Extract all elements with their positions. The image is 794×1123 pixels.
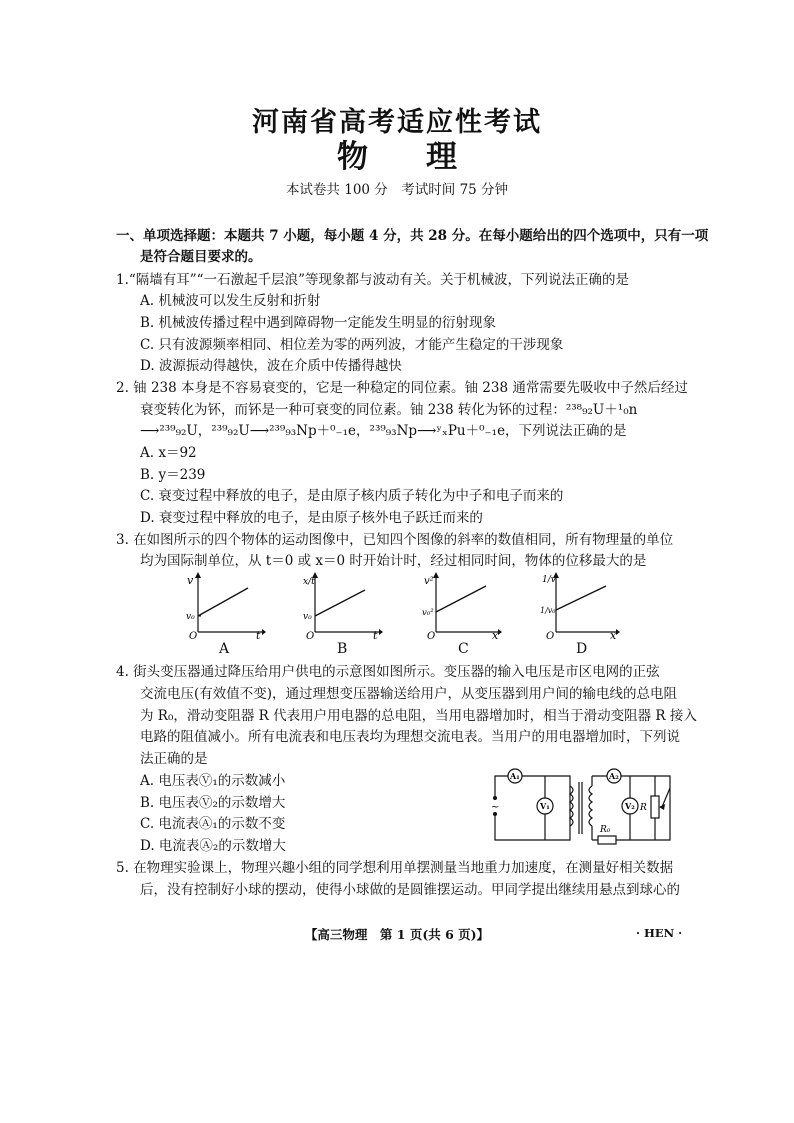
graph-c-ylabel: v² [424, 576, 434, 587]
q4-stem-3: 为 R₀，滑动变阻器 R 代表用户用电器的总电阻，当用电器增加时，相当于滑动变阻器 R 接入 [140, 708, 697, 724]
graph-b-xlabel: t [373, 629, 378, 640]
q4-stem-4: 电路的阻值减小。所有电流表和电压表均为理想交流电表。当用户的用电器增加时，下列说 [140, 729, 680, 745]
q3-stem-1: 3. 在如图所示的四个物体的运动图像中，已知四个图像的斜率的数值相同，所有物理量的单位 [116, 532, 674, 548]
graph-b-intercept: v₀ [303, 612, 312, 622]
q5-stem-2: 后，没有控制好小球的摆动，使得小球做的是圆锥摆运动。甲同学提出继续用悬点到球心的 [140, 882, 680, 898]
q4-stem-5: 法正确的是 [140, 751, 208, 767]
page-footer: 【高三物理 第 1 页(共 6 页)】 [304, 927, 490, 942]
q1-option-b: B. 机械波传播过程中遇到障碍物一定能发生明显的衍射现象 [140, 315, 497, 331]
graph-c-intercept: v₀² [422, 608, 434, 618]
q2-option-b: B. y＝239 [140, 467, 206, 483]
source-symbol: ~ [491, 802, 500, 813]
graph-b-caption: B [337, 641, 348, 657]
q1-stem: 1.“隔墙有耳”“一石激起千层浪”等现象都与波动有关。关于机械波，下列说法正确的是 [116, 272, 629, 288]
q4-option-a: A. 电压表Ⓥ₁的示数减小 [140, 773, 286, 789]
q4-option-b: B. 电压表Ⓥ₂的示数增大 [140, 795, 286, 811]
q4-stem-1: 4. 街头变压器通过降压给用户供电的示意图如图所示。变压器的输入电压是市区电网的正弦 [116, 664, 660, 680]
graph-d [540, 570, 620, 640]
q2-stem-1: 2. 铀 238 本身是不容易衰变的，它是一种稳定的同位素。铀 238 通常需要先吸收中子然后经过 [116, 380, 688, 396]
graph-d-origin: O [546, 631, 555, 640]
graph-d-intercept: 1/v₀ [540, 606, 556, 615]
graph-a-xlabel: t [256, 629, 261, 640]
q1-option-c: C. 只有波源频率相同、相位差为零的两列波，才能产生稳定的干涉现象 [140, 337, 564, 353]
graph-d-xlabel: x [610, 629, 617, 640]
voltmeter-v2-label: V₂ [625, 801, 635, 811]
graph-d-caption: D [576, 641, 588, 657]
subject-title: 物理 [337, 139, 515, 175]
graph-a-origin: O [189, 631, 198, 640]
graph-c-caption: C [458, 641, 469, 657]
footer-tag: · HEN · [636, 926, 683, 940]
graph-b [303, 570, 383, 640]
q1-option-a: A. 机械波可以发生反射和折射 [140, 293, 321, 309]
graph-a-intercept: v₀ [186, 612, 195, 622]
q1-option-d: D. 波源振动得越快，波在介质中传播得越快 [140, 358, 402, 374]
ammeter-a1-label: A₁ [510, 771, 520, 781]
graph-d-ylabel: 1/v [542, 575, 556, 585]
q2-option-d: D. 衰变过程中释放的电子，是由原子核外电子跃迁而来的 [140, 510, 483, 526]
q2-stem-2: 衰变转化为钚，而钚是一种可衰变的同位素。铀 238 转化为钚的过程：²³⁸₉₂U＋¹₀n [140, 402, 638, 418]
q2-option-c: C. 衰变过程中释放的电子，是由原子核内质子转化为中子和电子而来的 [140, 488, 564, 504]
q4-option-d: D. 电流表Ⓐ₂的示数增大 [140, 838, 286, 854]
q2-stem-3: ⟶²³⁹₉₂U，²³⁹₉₂U⟶²³⁹₉₃Np＋⁰₋₁e，²³⁹₉₃Np⟶ʸₓPu＋⁰₋₁e，下列说法正确的是 [140, 423, 627, 439]
transformer-circuit-diagram [490, 768, 680, 848]
graph-b-origin: O [306, 631, 315, 640]
graph-a-ylabel: v [187, 574, 194, 587]
q2-option-a: A. x＝92 [140, 445, 197, 461]
graph-a [186, 570, 266, 640]
exam-info: 本试卷共 100 分 考试时间 75 分钟 [285, 182, 509, 198]
q4-stem-2: 交流电压(有效值不变)，通过理想变压器输送给用户，从变压器到用户间的输电线的总电阻 [140, 686, 678, 702]
ammeter-a2-label: A₂ [609, 771, 619, 781]
graph-a-caption: A [219, 641, 230, 657]
graph-c [422, 570, 502, 640]
q4-option-c: C. 电流表Ⓐ₁的示数不变 [140, 816, 286, 832]
exam-title: 河南省高考适应性考试 [252, 107, 542, 138]
graph-c-origin: O [427, 631, 436, 640]
rheostat-r-label: R [640, 803, 647, 813]
resistor-r0-label: R₀ [600, 825, 611, 835]
voltmeter-v1-label: V₁ [540, 801, 550, 811]
section-heading: 一、单项选择题：本题共 7 小题，每小题 4 分，共 28 分。在每小题给出的四个选项中，只有一项 [116, 228, 709, 244]
section-heading-cont: 是符合题目要求的。 [140, 249, 262, 265]
q5-stem-1: 5. 在物理实验课上，物理兴趣小组的同学想利用单摆测量当地重力加速度，在测量好相关数据 [116, 860, 674, 876]
graph-c-xlabel: x [492, 629, 499, 640]
q3-stem-2: 均为国际制单位，从 t＝0 或 x＝0 时开始计时，经过相同时间，物体的位移最大的是 [140, 553, 647, 569]
graph-b-ylabel: x/t [303, 577, 315, 587]
